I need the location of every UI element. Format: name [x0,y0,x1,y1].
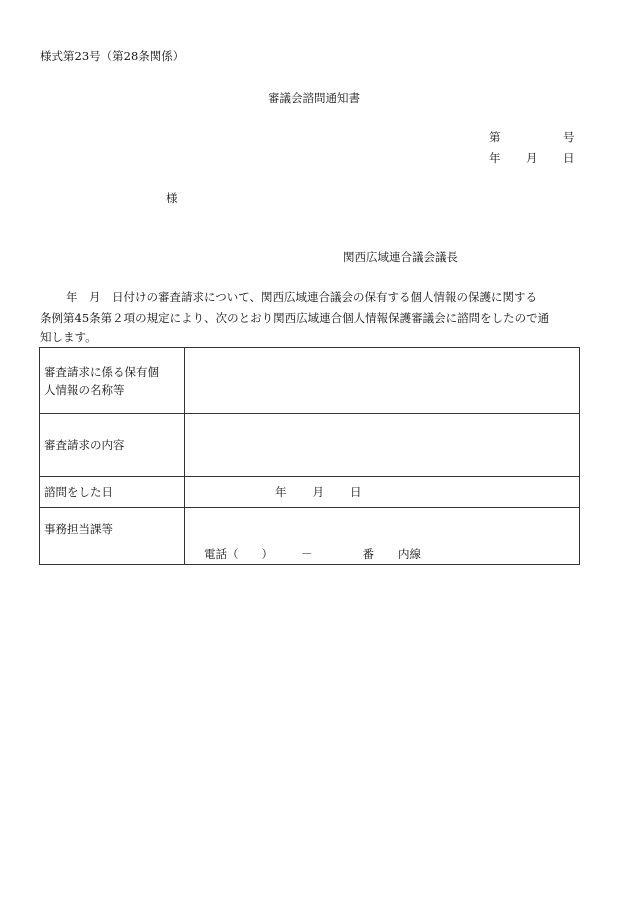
row-label-inquiry-date: 諮問をした日 [40,477,185,508]
addressee-suffix: 様 [166,191,178,205]
row-value-request-content [185,414,580,477]
row-value-record-name [185,348,580,414]
date-day: 日 [563,151,575,165]
form-number: 様式第23号（第28条関係） [40,49,185,63]
inquiry-day: 日 [350,485,362,499]
inquiry-table [39,347,580,565]
phone-extension: 内線 [398,547,421,561]
sender-title: 関西広域連合議会議長 [343,250,458,264]
date-month: 月 [526,151,538,165]
doc-number-prefix: 第 [489,130,501,144]
row-label-department: 事務担当課等 [40,508,185,565]
date-year: 年 [489,151,501,165]
phone-dash: － [301,547,313,561]
table-row [40,477,580,508]
body-line-1: 年 月 日付けの審査請求について、関西広域連合議会の保有する個人情報の保護に関する [66,290,538,304]
row-value-department [185,508,580,565]
table-row [40,508,580,565]
label-line: 審査請求に係る保有個 [44,364,159,379]
body-paragraph [40,287,588,345]
inquiry-month: 月 [312,485,324,499]
document-title: 審議会諮問通知書 [268,91,360,105]
body-line-2: 条例第45条第２項の規定により、次のとおり関西広域連合個人情報保護審議会に諮問をしたので通 [40,311,550,325]
row-label-record-name [40,348,185,414]
table-row [40,348,580,414]
row-label-request-content: 審査請求の内容 [40,414,185,477]
phone-label: 電話（ ） [204,547,273,561]
label-line: 人情報の名称等 [44,382,125,397]
phone-ban: 番 [362,547,374,561]
body-line-3: 知します。 [40,330,97,344]
doc-number-suffix: 号 [563,130,575,144]
table-row [40,414,580,477]
inquiry-year: 年 [275,485,287,499]
row-value-inquiry-date [185,477,580,508]
